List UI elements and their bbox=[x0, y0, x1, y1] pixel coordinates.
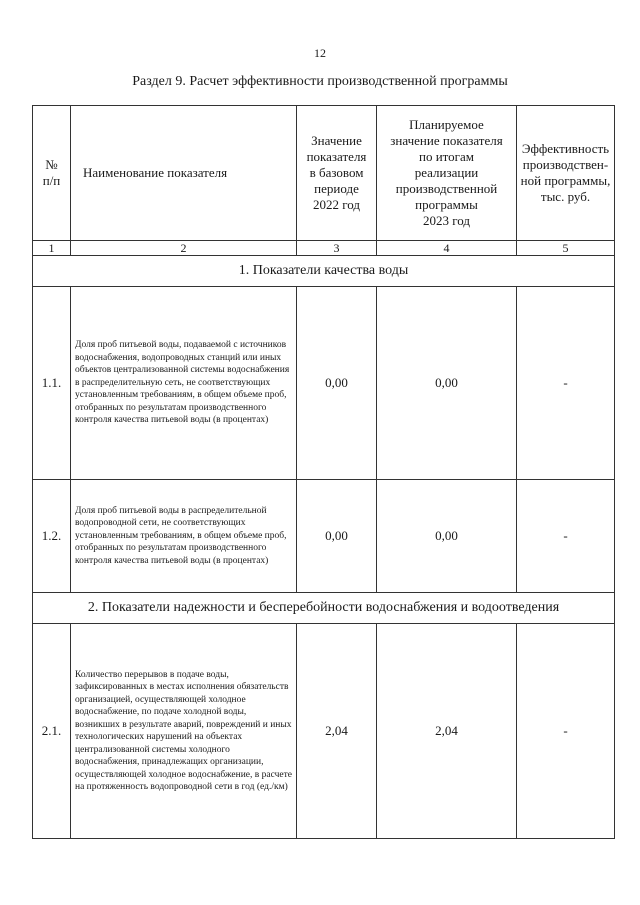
row-plan-value: 2,04 bbox=[377, 624, 517, 839]
row-efficiency: - bbox=[517, 287, 615, 480]
row-name: Доля проб питьевой воды, подаваемой с источников водоснабжения, водопроводных станций или иных объектов централизованной системы водоснабжения в распределительную сеть, не соответствующих установленным требованиям, в общем объеме проб, отобранных по результатам производственного контроля качества питьевой воды (в процентах) bbox=[71, 287, 297, 480]
header-num: № п/п bbox=[33, 106, 71, 241]
page-number: 12 bbox=[314, 46, 326, 60]
row-name: Количество перерывов в подаче воды, зафиксированных в местах исполнения обязательств организацией, осуществляющей холодное водоснабжение, по подаче холодной воды, возникших в результате аварий, повреждений и иных технологических нарушений на объектах централизованной системы холодного водоснабжения, принадлежащих организации, осуществляющей холодное водоснабжение, в расчете на протяженность водопроводной сети в год (ед./км) bbox=[71, 624, 297, 839]
row-index: 1.2. bbox=[33, 480, 71, 593]
column-numbers-row bbox=[33, 241, 615, 256]
column-number: 4 bbox=[377, 241, 517, 256]
column-number: 5 bbox=[517, 241, 615, 256]
group-title: 2. Показатели надежности и бесперебойности водоснабжения и водоотведения bbox=[33, 593, 615, 624]
column-number: 3 bbox=[297, 241, 377, 256]
row-plan-value: 0,00 bbox=[377, 480, 517, 593]
table-row bbox=[33, 287, 615, 480]
row-base-value: 0,00 bbox=[297, 287, 377, 480]
row-efficiency: - bbox=[517, 480, 615, 593]
table-row bbox=[33, 624, 615, 839]
row-name: Доля проб питьевой воды в распределительной водопроводной сети, не соответствующих установленным требованиям, в общем объеме проб, отобранных по результатам производственного контроля качества питьевой воды (в процентах) bbox=[71, 480, 297, 593]
group-row-reliability bbox=[33, 593, 615, 624]
header-row bbox=[33, 106, 615, 241]
header-efficiency: Эффективность производствен- ной программы, тыс. руб. bbox=[517, 106, 615, 241]
row-index: 1.1. bbox=[33, 287, 71, 480]
header-name: Наименование показателя bbox=[71, 106, 297, 241]
header-base-value: Значение показателя в базовом периоде 2022 год bbox=[297, 106, 377, 241]
row-base-value: 2,04 bbox=[297, 624, 377, 839]
header-plan-value: Планируемое значение показателя по итогам реализации производственной программы 2023 год bbox=[377, 106, 517, 241]
group-row-water-quality bbox=[33, 256, 615, 287]
column-number: 2 bbox=[71, 241, 297, 256]
row-base-value: 0,00 bbox=[297, 480, 377, 593]
row-index: 2.1. bbox=[33, 624, 71, 839]
section-title: Раздел 9. Расчет эффективности производственной программы bbox=[132, 74, 508, 89]
efficiency-table bbox=[32, 105, 615, 839]
column-number: 1 bbox=[33, 241, 71, 256]
group-title: 1. Показатели качества воды bbox=[33, 256, 615, 287]
row-efficiency: - bbox=[517, 624, 615, 839]
row-plan-value: 0,00 bbox=[377, 287, 517, 480]
table-row bbox=[33, 480, 615, 593]
